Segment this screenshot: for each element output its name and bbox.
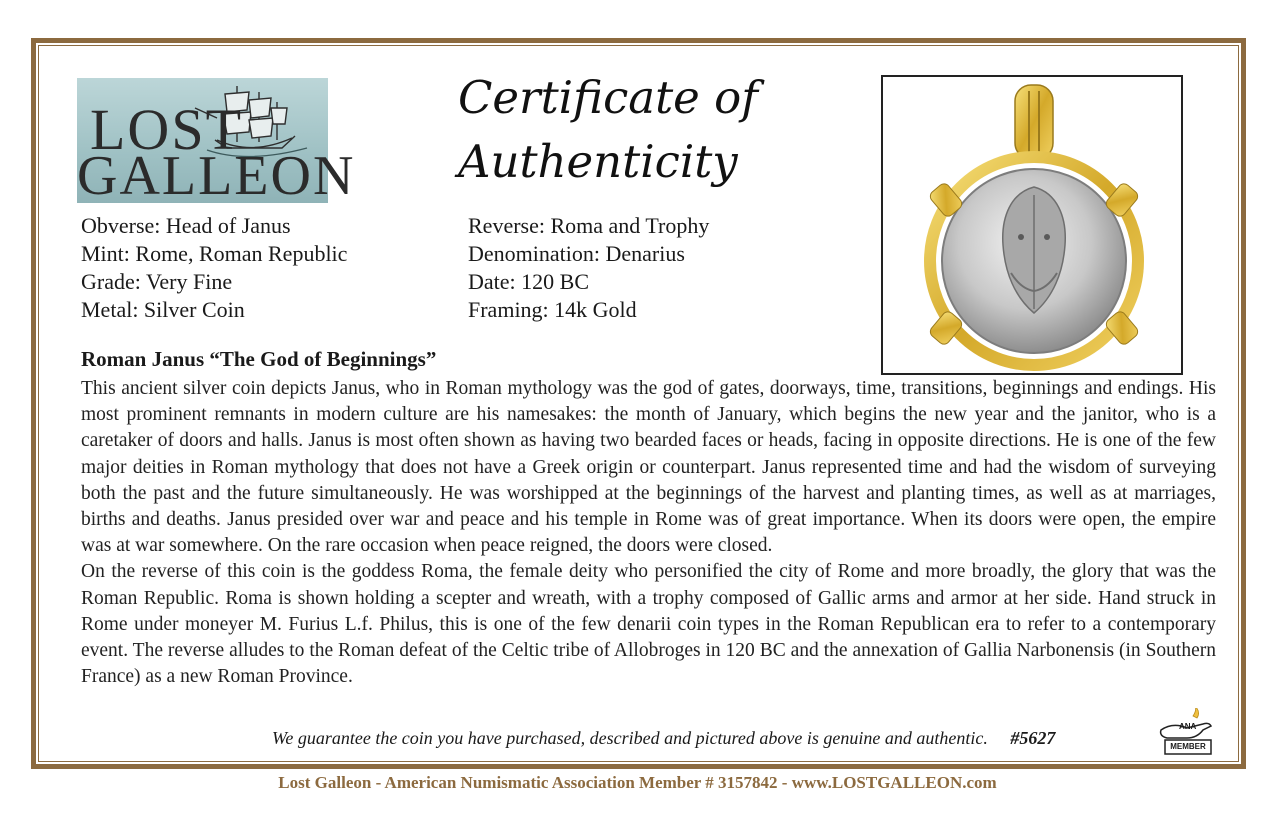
description-paragraph-obverse: This ancient silver coin depicts Janus, who in Roman mythology was the god of gates, doorways, time, transitions, beginnings and endings. His most prominent remnants in modern culture are his namesakes: the month of January, which begins the new year and the janitor, who is a caretaker of doors and halls. Janus is most often shown as having two bearded faces or heads, facing in opposite directions. He is one of the few major deities in Roman mythology that does not have a Greek origin or counterpart. Janus represented time and had the wisdom of surveying both the past and the future simultaneously. He was worshipped at the beginnings of the harvest and planting times, as well as at marriages, births and deaths. Janus presided over war and peace and his temple in Rome was of great importance. When its doors were open, the empire was at war somewhere. On the rare occasion when peace reigned, the doors were closed. [81, 378, 1216, 557]
guarantee-text: We guarantee the coin you have purchased, described and pictured above is genuine and authentic. [272, 728, 988, 748]
coin-details-right [468, 212, 709, 324]
detail-reverse: Reverse: Roma and Trophy [468, 213, 710, 238]
certificate-number: #5627 [1010, 728, 1056, 748]
detail-mint: Mint: Rome, Roman Republic [81, 241, 348, 266]
logo-text-galleon: GALLEON [77, 145, 356, 207]
title-line-2: Authenticity [458, 135, 738, 188]
logo-text-lost: LOST [90, 97, 243, 162]
ana-member-badge [1153, 708, 1223, 756]
lost-galleon-logo [77, 78, 356, 207]
detail-obverse: Obverse: Head of Janus [81, 213, 291, 238]
coin-pendant-image [883, 77, 1181, 373]
certificate-title [458, 66, 778, 194]
detail-framing: Framing: 14k Gold [468, 297, 637, 322]
detail-metal: Metal: Silver Coin [81, 297, 245, 322]
detail-denomination: Denomination: Denarius [468, 241, 685, 266]
detail-grade: Grade: Very Fine [81, 269, 233, 294]
title-line-1: Certificate of [458, 71, 758, 124]
description-body [81, 376, 1216, 690]
badge-bottom-text: MEMBER [1170, 742, 1206, 751]
description-paragraph-reverse: On the reverse of this coin is the goddess Roma, the female deity who personified the city of Rome and more broadly, the glory that was the Roman Republic. Roma is shown holding a scepter and wreath, with a trophy composed of Gallic arms and armor at her side. Hand struck in Rome under moneyer M. Furius L.f. Philus, this is one of the few denarii coin types in the Roman Republican era to refer to a contemporary event. The reverse alludes to the Roman defeat of the Celtic tribe of Allobroges in 120 BC and the annexation of Gallia Narbonensis (in Southern France) as a new Roman Province. [81, 561, 1216, 688]
coin-pendant-photo [881, 75, 1183, 375]
coin-details-left [81, 212, 347, 324]
guarantee-statement [272, 728, 1055, 749]
description-heading: Roman Janus “The God of Beginnings” [81, 347, 437, 371]
detail-date: Date: 120 BC [468, 269, 589, 294]
footer-membership-line: Lost Galleon - American Numismatic Association Member # 3157842 - www.LOSTGALLEON.com [278, 773, 997, 792]
badge-top-text: ANA [1179, 722, 1197, 731]
